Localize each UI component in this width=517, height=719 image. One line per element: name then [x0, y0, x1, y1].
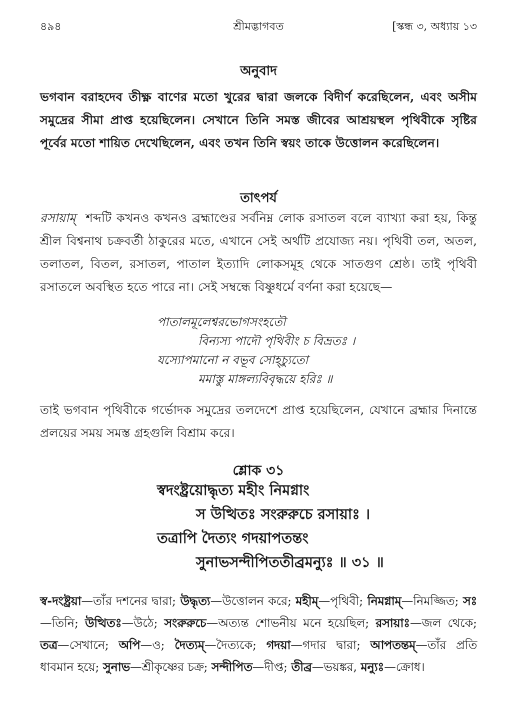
- synonym-word: দৈত্যম্: [174, 638, 205, 652]
- purport-text: [40, 207, 477, 299]
- synonym-word: গদয়া: [266, 638, 291, 652]
- word-for-word-synonyms: স্ব-দংষ্ট্রয়া—তাঁর দশনের দ্বারা; উদ্ধৃত্য—উত্তোলন করে; মহীম্—পৃথিবী; নিমগ্নাম্—নিমজ্জিত; সঃ—তিনি; উত্থিতঃ—উঠে; সংরুরুচে—অত্যন্ত শোভনীয় মনে হয়েছিল; রসায়াঃ—জল থেকে; তত্র—সেখানে; অপি—ও; দৈত্যম্—দৈত্যকে; গদয়া—গদার দ্বারা; আপতন্তম্—তাঁর প্রতি ধাবমান হয়ে; সুনাভ—শ্রীকৃষ্ণের চক্র; সন্দীপিত—দীপ্ত; তীব্র—ভয়ঙ্কর, মন্যুঃ—ক্রোধ।: [40, 594, 478, 674]
- synonym-word: সুনাভ: [102, 660, 131, 674]
- synonym-meaning: তাঁর দশনের দ্বারা;: [93, 594, 177, 608]
- synonym-word: সঃ: [462, 594, 478, 608]
- synonym-word: স্ব-দংষ্ট্রয়া: [40, 594, 82, 608]
- verse-line-4: সুনাভসন্দীপিততীব্রমন্যুঃ ॥ ৩১ ॥: [196, 554, 384, 571]
- synonym-meaning: ভয়ঙ্কর,: [323, 660, 357, 674]
- synonym-meaning: ও;: [152, 638, 165, 652]
- chapter-reference: [স্কন্ধ ৩, অধ্যায় ১৩: [392, 20, 477, 33]
- verse-line-2: স উত্থিতঃ সংরুরুচে রসায়াঃ ।: [196, 506, 371, 523]
- quote-line-3: যস্যোপমানো ন বভূব সোহ্চ্যুতো: [157, 353, 309, 367]
- translation-heading: অনুবাদ: [240, 64, 277, 79]
- synonym-meaning: জল থেকে;: [421, 616, 478, 630]
- quote-line-1: পাতালমূলেশ্বরভোগসংহতৌ: [157, 315, 286, 329]
- synonym-meaning: দৈত্যকে;: [216, 638, 257, 652]
- synonym-meaning: শ্রীকৃষ্ণের চক্র;: [141, 660, 208, 674]
- synonym-meaning: নিমজ্জিত;: [413, 594, 459, 608]
- verse-line-1: স্বদংষ্ট্রয়োদ্ধৃত্য মহীং নিমগ্নাং: [157, 482, 310, 499]
- quote-line-4: মমাস্তু মাঙ্গল্যবিবৃদ্ধয়ে হরিঃ ॥: [198, 372, 333, 386]
- synonym-meaning: উত্তোলন করে;: [222, 594, 292, 608]
- synonym-meaning: পৃথিবী;: [330, 594, 364, 608]
- purport-body: শব্দটি কখনও কখনও ব্রহ্মাণ্ডের সর্বনিম্ন লোক রসাতল বলে ব্যাখ্যা করা হয়, কিন্তু শ্রীল বিশ্বনাথ চক্রবর্তী ঠাকুরের মতে, এখানে সেই অর্থটি প্রযোজ্য নয়। পৃথিবী তল, অতল, তলাতল, বিতল, রসাতল, পাতাল ইত্যাদি লোকসমূহ থেকে সাতগুণ শ্রেষ্ঠ। তাই পৃথিবী রসাতলে অবস্থিত হতে পারে না। সেই সম্বন্ধে বিষ্ণুধর্মে বর্ণনা করা হয়েছে—: [40, 211, 477, 294]
- purport-closing: তাই ভগবান পৃথিবীকে গর্ভোদক সমুদ্রের তলদেশে প্রাপ্ত হয়েছিলেন, যেখানে ব্রহ্মার দিনান্তে প্রলয়ের সময় সমস্ত গ্রহগুলি বিশ্রাম করে।: [40, 403, 477, 440]
- quote-line-2: বিন্যস্য পাদৌ পৃথিবীং চ বিভ্রতঃ ।: [198, 334, 356, 348]
- translation-text: ভগবান বরাহদেব তীক্ষ্ণ বাণের মতো খুরের দ্বারা জলকে বিদীর্ণ করেছিলেন, এবং অসীম সমুদ্রের সীমা প্রাপ্ত হয়েছিলেন। সেখানে তিনি সমস্ত জীবের আশ্রয়স্থল পৃথিবীকে সৃষ্টির পূর্বের মতো শায়িত দেখেছিলেন, এবং তখন তিনি স্বয়ং তাকে উত্তোলন করেছিলেন।: [40, 90, 477, 150]
- running-title: শ্রীমদ্ভাগবত: [233, 20, 284, 33]
- synonym-meaning: সেখানে;: [69, 638, 109, 652]
- purport-heading: তাৎপর্য: [240, 191, 277, 206]
- synonym-word: মহীম্: [295, 594, 319, 608]
- synonym-word: তীব্র: [291, 660, 312, 674]
- synonym-meaning: ক্রোধ।: [395, 660, 425, 674]
- verse-line-3: তত্রাপি দৈত্যং গদয়াপতন্তং: [157, 530, 309, 547]
- synonym-word: আপতন্তম্: [370, 638, 416, 652]
- synonym-meaning: তিনি;: [51, 616, 79, 630]
- page-header: [40, 18, 477, 36]
- verse-number-label: শ্লোক ৩১: [232, 463, 285, 479]
- synonym-meaning: দীপ্ত;: [264, 660, 288, 674]
- synonym-meaning: তাঁর প্রতি ধাবমান হয়ে;: [40, 638, 478, 674]
- synonym-word: উদ্ধৃত্য: [180, 594, 211, 608]
- synonym-meaning: অত্যন্ত শোভনীয় মনে হয়েছিল;: [218, 616, 370, 630]
- synonym-word: নিমগ্নাম্: [367, 594, 402, 608]
- synonym-word: তত্র: [40, 638, 58, 652]
- page-number: ৪৯৪: [40, 20, 62, 33]
- synonym-word: উত্থিতঃ: [84, 616, 122, 630]
- synonym-word: অপি: [118, 638, 141, 652]
- synonym-word: মন্যুঃ: [360, 660, 385, 674]
- synonym-word: সন্দীপিত: [211, 660, 253, 674]
- synonym-word: সংরুরুচে: [164, 616, 207, 630]
- synonym-word: রসায়াঃ: [375, 616, 410, 630]
- purport-term: রসায়াম্: [40, 211, 76, 225]
- synonym-meaning: উঠে;: [133, 616, 158, 630]
- synonym-meaning: গদার দ্বারা;: [302, 638, 361, 652]
